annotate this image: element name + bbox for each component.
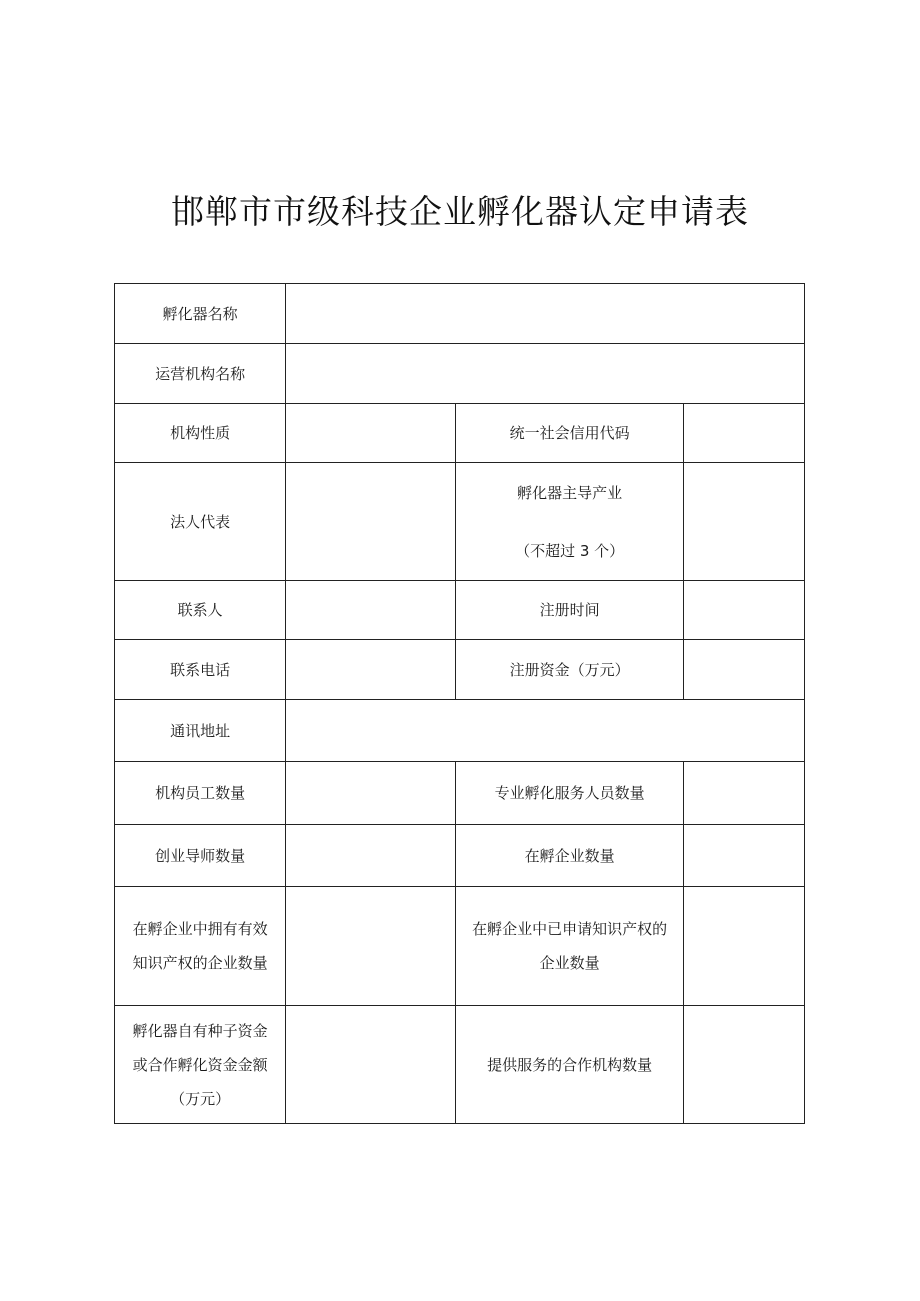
operator-name-field[interactable] [286, 344, 805, 404]
label-main-industry-line1: 孵化器主导产业 [517, 483, 623, 502]
label-legal-rep: 法人代表 [115, 463, 286, 581]
staff-count-field[interactable] [286, 762, 456, 825]
label-operator-name: 运营机构名称 [115, 344, 286, 404]
label-seed-fund-line1: 孵化器自有种子资金 [132, 1021, 268, 1040]
credit-code-field[interactable] [683, 404, 804, 463]
table-row [115, 284, 805, 344]
label-ip-owner-line1: 在孵企业中拥有有效 [132, 920, 268, 938]
table-row [115, 762, 805, 825]
ip-owner-field[interactable] [286, 887, 456, 1006]
label-incubator-name: 孵化器名称 [115, 284, 286, 344]
label-seed-fund [115, 1006, 286, 1124]
table-row [115, 1006, 805, 1124]
table-row [115, 404, 805, 463]
ip-applied-field[interactable] [683, 887, 804, 1006]
label-partner-count: 提供服务的合作机构数量 [456, 1006, 683, 1124]
label-seed-fund-line2: 或合作孵化资金金额 [132, 1055, 268, 1074]
legal-rep-field[interactable] [286, 463, 456, 581]
label-ip-applied [456, 887, 683, 1006]
label-address: 通讯地址 [115, 700, 286, 762]
table-row [115, 463, 805, 581]
mentor-count-field[interactable] [286, 825, 456, 887]
reg-date-field[interactable] [683, 581, 804, 640]
table-row [115, 887, 805, 1006]
label-main-industry [456, 463, 683, 581]
contact-phone-field[interactable] [286, 640, 456, 700]
partner-count-field[interactable] [683, 1006, 804, 1124]
org-nature-field[interactable] [286, 404, 456, 463]
label-pro-staff-count: 专业孵化服务人员数量 [456, 762, 683, 825]
incubating-count-field[interactable] [683, 825, 804, 887]
label-contact-person: 联系人 [115, 581, 286, 640]
contact-person-field[interactable] [286, 581, 456, 640]
incubator-name-field[interactable] [286, 284, 805, 344]
label-ip-applied-line1: 在孵企业中已申请知识产权的 [472, 920, 668, 938]
label-credit-code: 统一社会信用代码 [456, 404, 683, 463]
reg-capital-field[interactable] [683, 640, 804, 700]
table-row [115, 581, 805, 640]
application-form-table [114, 283, 805, 1124]
label-main-industry-line2: （不超过 3 个） [515, 541, 625, 560]
label-staff-count: 机构员工数量 [115, 762, 286, 825]
table-row [115, 825, 805, 887]
table-row [115, 640, 805, 700]
label-mentor-count: 创业导师数量 [115, 825, 286, 887]
label-incubating-count: 在孵企业数量 [456, 825, 683, 887]
table-row [115, 344, 805, 404]
seed-fund-field[interactable] [286, 1006, 456, 1124]
main-industry-field[interactable] [683, 463, 804, 581]
label-reg-capital: 注册资金（万元） [456, 640, 683, 700]
label-ip-owner [115, 887, 286, 1006]
label-reg-date: 注册时间 [456, 581, 683, 640]
table-row [115, 700, 805, 762]
label-seed-fund-line3: （万元） [170, 1089, 231, 1108]
address-field[interactable] [286, 700, 805, 762]
label-contact-phone: 联系电话 [115, 640, 286, 700]
page-title: 邯郸市市级科技企业孵化器认定申请表 [171, 192, 749, 231]
pro-staff-count-field[interactable] [683, 762, 804, 825]
label-org-nature: 机构性质 [115, 404, 286, 463]
label-ip-applied-line2: 企业数量 [539, 954, 600, 972]
label-ip-owner-line2: 知识产权的企业数量 [132, 954, 268, 972]
